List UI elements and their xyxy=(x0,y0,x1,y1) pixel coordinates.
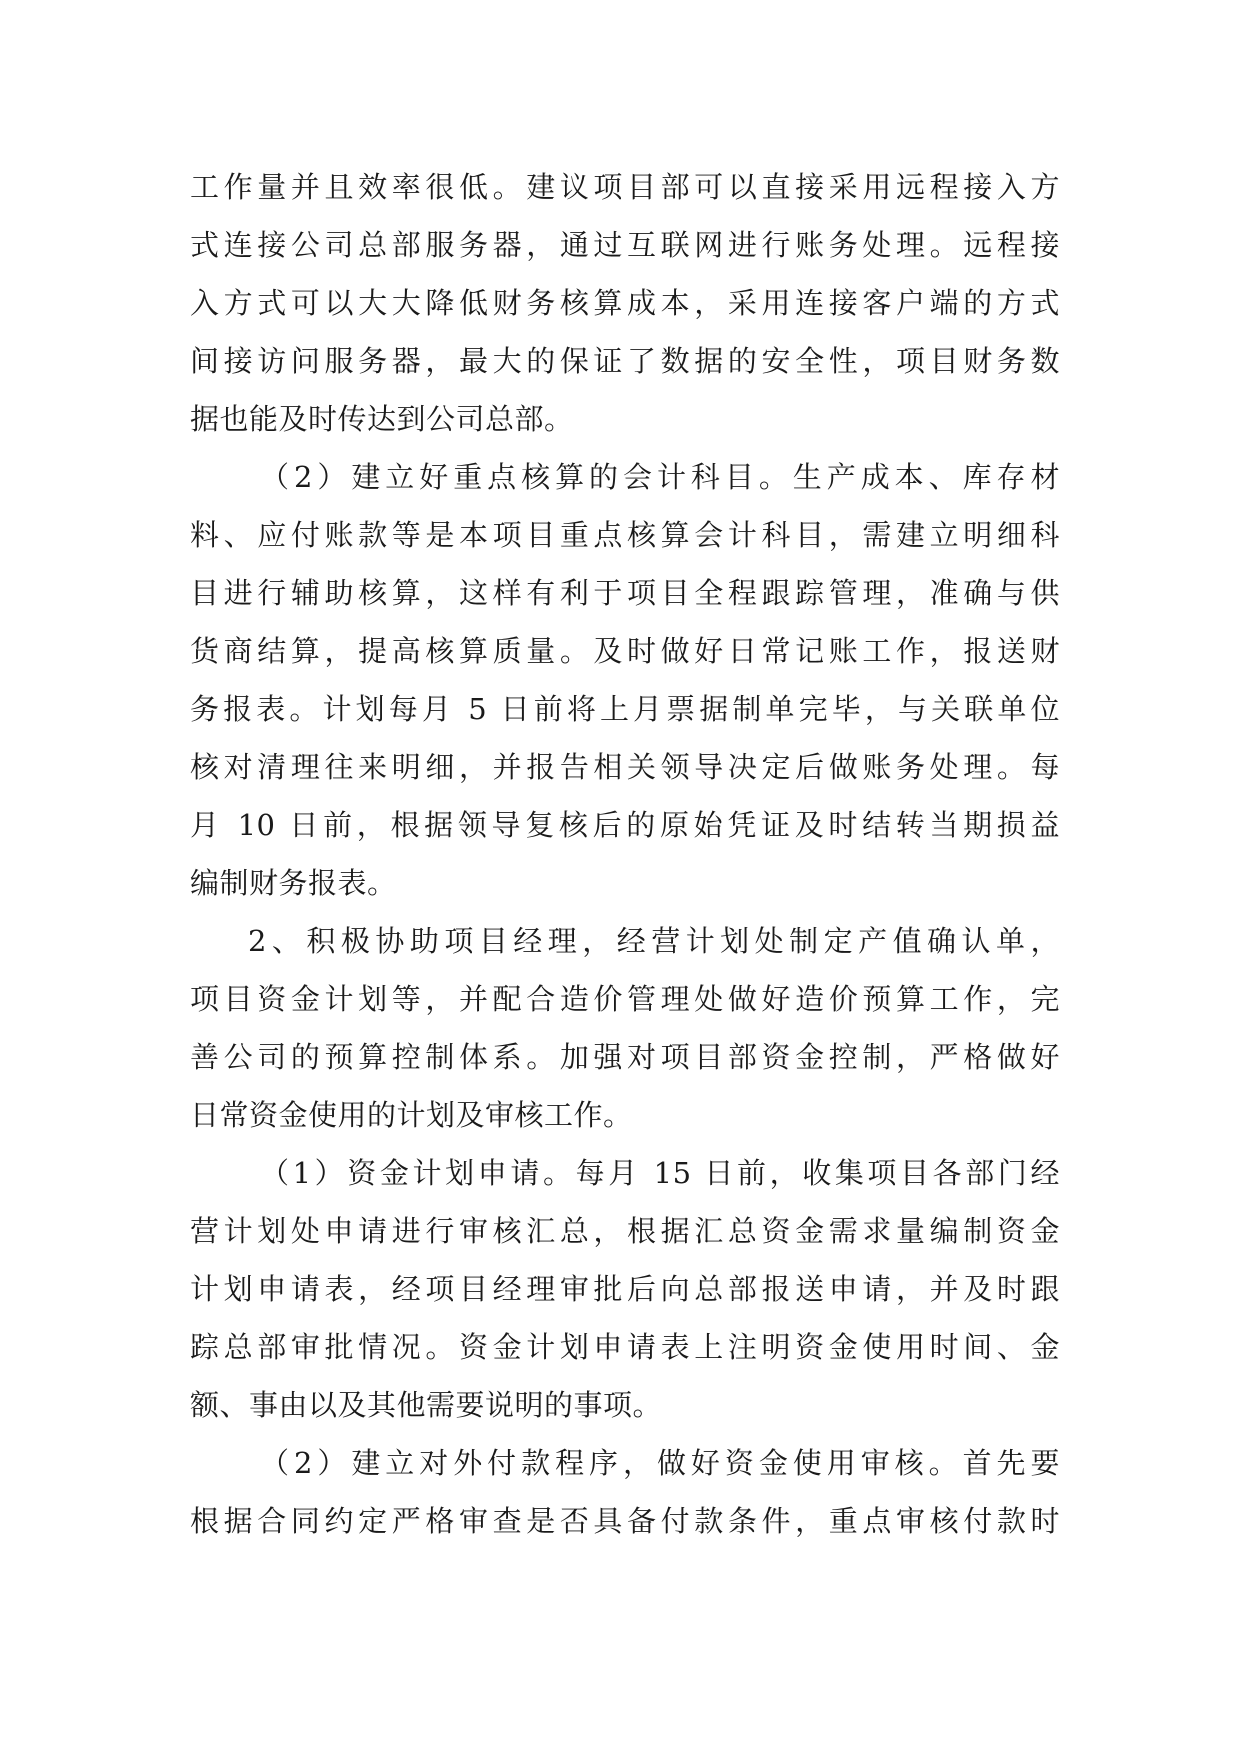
text-line: （2）建立对外付款程序，做好资金使用审核。首先要 xyxy=(260,1446,1060,1480)
text-line: 踪总部审批情况。资金计划申请表上注明资金使用时间、金 xyxy=(190,1330,1060,1364)
text-line: 核对清理往来明细，并报告相关领导决定后做账务处理。每 xyxy=(190,750,1060,784)
text-line: 日常资金使用的计划及审核工作。 xyxy=(190,1098,633,1132)
text-line: （1）资金计划申请。每月 15 日前，收集项目各部门经 xyxy=(260,1156,1060,1190)
text-line: 计划申请表，经项目经理审批后向总部报送申请，并及时跟 xyxy=(190,1272,1060,1306)
text-line: 式连接公司总部服务器，通过互联网进行账务处理。远程接 xyxy=(190,228,1060,262)
text-line: 工作量并且效率很低。建议项目部可以直接采用远程接入方 xyxy=(190,170,1060,204)
text-line: 项目资金计划等，并配合造价管理处做好造价预算工作，完 xyxy=(190,982,1060,1016)
text-line: 善公司的预算控制体系。加强对项目部资金控制，严格做好 xyxy=(190,1040,1060,1074)
text-line: （2）建立好重点核算的会计科目。生产成本、库存材 xyxy=(260,460,1060,494)
text-line: 入方式可以大大降低财务核算成本，采用连接客户端的方式 xyxy=(190,286,1060,320)
text-line: 编制财务报表。 xyxy=(190,866,397,900)
text-line: 营计划处申请进行审核汇总，根据汇总资金需求量编制资金 xyxy=(190,1214,1060,1248)
text-line: 2、积极协助项目经理，经营计划处制定产值确认单， xyxy=(248,924,1060,958)
text-line: 根据合同约定严格审查是否具备付款条件，重点审核付款时 xyxy=(190,1504,1060,1538)
text-line: 料、应付账款等是本项目重点核算会计科目，需建立明细科 xyxy=(190,518,1060,552)
text-line: 月 10 日前，根据领导复核后的原始凭证及时结转当期损益 xyxy=(190,808,1060,842)
text-line: 目进行辅助核算，这样有利于项目全程跟踪管理，准确与供 xyxy=(190,576,1060,610)
text-line: 间接访问服务器，最大的保证了数据的安全性，项目财务数 xyxy=(190,344,1060,378)
text-line: 务报表。计划每月 5 日前将上月票据制单完毕，与关联单位 xyxy=(190,692,1060,726)
text-line: 货商结算，提高核算质量。及时做好日常记账工作，报送财 xyxy=(190,634,1060,668)
body-text xyxy=(190,158,1060,1550)
text-line: 据也能及时传达到公司总部。 xyxy=(190,402,574,436)
text-line: 额、事由以及其他需要说明的事项。 xyxy=(190,1388,663,1422)
